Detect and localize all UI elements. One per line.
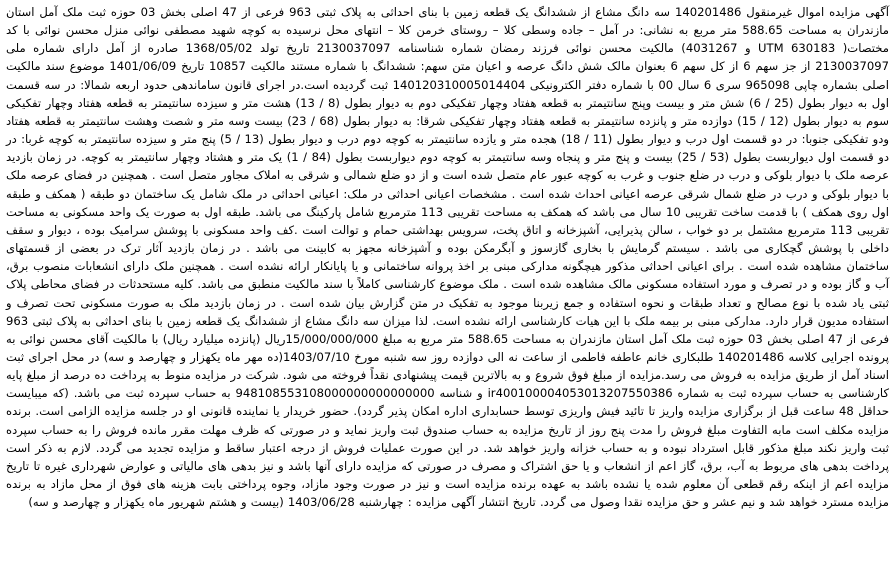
auction-notice-text: آگهی مزایده اموال غیرمنقول 140201486 سه دانگ مشاع از ششدانگ یک قطعه زمین با بنای احداثی به پلاک ثبتی 963 فرعی از 47 اصلی بخش 03 حوزه ثبت ملک آمل استان مازندران به مساحت 588.65 متر مربع به نشانی: در آمل – جاده وسطی کلا – روستای خرمن کلا – انتهای محل نرسیده به کوچه شهید مصطفی نوائی منزل محسن نوائی با کد مختصات( UTM 630183 و 4031267) مالکیت محسن نوائی فرزند رمضان شماره شناسنامه 2130037097 تاریخ تولد 1368/05/02 صادره از آمل دارای شماره ملی 2130037097 از جز سهم 6 از کل سهم 6 بعنوان مالک شش دانگ عرصه و اعیان متن سهم: ششدانگ با شماره مستند مالکیت 10857 تاریخ 1401/06/09 موضوع سند مالکیت اصلی بشماره چاپی 965098 سری 6 سال 00 با شماره دفتر الکترونیکی 140120310005014404 ثبت گردیده است.در اجرای قانون ساماندهی حدود اربعه شمالا: در سه قسمت اول به دیوار بطول (25 / 6) شش متر و بیست وپنج سانتیمتر به قطعه هفتاد وچهار تفکیکی دوم به دیوار بطول (8 / 13) هشت متر و سیزده سانتیمتر به قطعه هفتاد وچهار تفکیکی سوم به دیوار بطول (12 / 15) دوازده متر و پانزده سانتیمتر به قطعه هفتاد وچهار تفکیکی شرقا: به دیوار بطول (68 / 23) بیست وسه متر و شصت وهشت سانتیمتر به قطعه هفتاد ودو تفکیکی جنوبا: در دو قسمت اول درب و دیوار بطول (11 / 18) هجده متر و یازده سانتیمتر به کوچه دوم درب و دیوار بطول (13 / 5) پنج متر و سیزده سانتیمتر به کوچه غربا: در دو قسمت اول دیواربست بطول (53 / 25) بیست و پنج متر و پنجاه وسه سانتیمتر به کوچه دوم دیواربست بطول (84 / 1) یک متر و هشتاد وچهار سانتیمتر به کوچه. در زمان بازدید عرصه ملک با دیوار بلوکی و درب در ضلع جنوب و غرب به کوچه عبور عام متصل شده است و از دو ضلع شمالی و شرقی به املاک مجاور متصل است . همچنین در فضای عرصه ملک با دیوار بلوکی و درب در ضلع شمال شرقی عرصه اعیانی احداث شده است . مشخصات اعیانی احداثی در ملک: اعیانی احداثی در ملک شامل یک ساختمان دو طبقه ( همکف و طبقه اول روی همکف ) با قدمت ساخت تقریبی 10 سال می باشد که همکف به مساحت تقریبی 113 مترمربع شامل پارکینگ می باشد. طبقه اول به صورت یک واحد مسکونی به مساحت تقریبی 113 مترمربع مشتمل بر دو خواب ، سالن پذیرایی، آشپزخانه و اتاق پخت، سرویس بهداشتی حمام و توالت است .کف واحد مسکونی با پوشش سرامیک بوده ، دیوار و سقف داخلی با پوشش گچکاری می باشد . سیستم گرمایش با بخاری گازسوز و آبگرمکن بوده و آشپزخانه مجهز به کابینت می باشد . در زمان بازدید آثار ترک در بعضی از قسمتهای ساختمان مشاهده شده است . برای اعیانی احداثی مذکور هیچگونه مدارکی مبنی بر اخذ پروانه ساختمانی و یا پایانکار ارائه نشده است . همچنین ملک دارای انشعابات منصوب برق، آب و گاز بوده و در تصرف و مورد استفاده مسکونی مالک مشاهده شده است . ملک موضوع کارشناسی کاملاً با سند مالکیت منطبق می باشد. کلیه مستحدثات در فضای محاطی پلاک ثبتی یاد شده با نوع مصالح و تعداد طبقات و نحوه استفاده و جمع زیربنا موجود به تفکیک در متن گزارش بیان شده است . در زمان بازدید ملک به صورت مسکونی تحت تصرف و استفاده مدیون قرار دارد. مدارکی مبنی بر بیمه ملک با این هیات کارشناسی ارائه نشده است. لذا میزان سه دانگ مشاع از ششدانگ یک قطعه زمین با بنای احداثی به پلاک ثبتی 963 فرعی از 47 اصلی بخش 03 حوزه ثبت ملک آمل استان مازندران به مساحت 588.65 متر مربع به مبلغ 15/000/000/000ریال (پانزده میلیارد ریال) با مالکیت آقای محسن نوائی به پرونده اجرایی کلاسه 140201486 طلبکاری خانم عاطفه فاطمی از ساعت نه الی دوازده روز سه شنبه مورخ 1403/07/10(ده مهر ماه یکهزار و چهارصد و سه) در محل اجرای ثبت اسناد آمل از طریق مزایده به فروش می رسد.مزایده از مبلغ فوق شروع و به بالاترین قیمت پیشنهادی نقداً فروخته می شود. شرکت در مزایده منوط به پرداخت ده درصد از مبلغ پایه کارشناسی به حساب سپرده ثبت به شماره ir400100004053013207550386 و شناسه 948108553108000000000000000 به حساب سپرده ثبت می باشد. (که میبایست حداقل 48 ساعت قبل از برگزاری مزایده واریز تا تائید فیش واریزی توسط حسابداری اداره امکان پذیر گردد). حضور خریدار یا نماینده قانونی او در جلسه مزایده الزامی است. برنده مزایده مکلف است مابه التفاوت مبلغ فروش را مدت پنج روز از تاریخ مزایده به حساب صندوق ثبت واریز نماید و در صورتی که ظرف مهلت مقرر مانده فروش را به حساب سپرده ثبت واریز نکند مبلغ مذکور قابل استرداد نبوده و به حساب خزانه واریز خواهد شد. در این صورت عملیات فروش از درجه اعتبار ساقط و مزایده تجدید می گردد. لازم به ذکر است پرداخت بدهی های مربوط به آب، برق، گاز اعم از انشعاب و یا حق اشتراک و مصرف در صورتی که مزایده دارای آنها باشد و نیز بدهی های مالیاتی و عوارض شهرداری غیره تا تاریخ مزایده اعم از اینکه رقم قطعی آن معلوم شده یا نشده باشد به عهده برنده مزایده است و نیز در صورت وجود مازاد، وجوه پرداختی بابت هزینه های فوق از محل مازاد به برنده مزایده مسترد خواهد شد و نیم عشر و حق مزایده نقدا وصول می گردد. تاریخ انتشار آگهی مزایده : چهارشنبه 1403/06/28 (بیست و هشتم شهریور ماه یکهزار و چهارصد و سه) <box>6 5 890 510</box>
